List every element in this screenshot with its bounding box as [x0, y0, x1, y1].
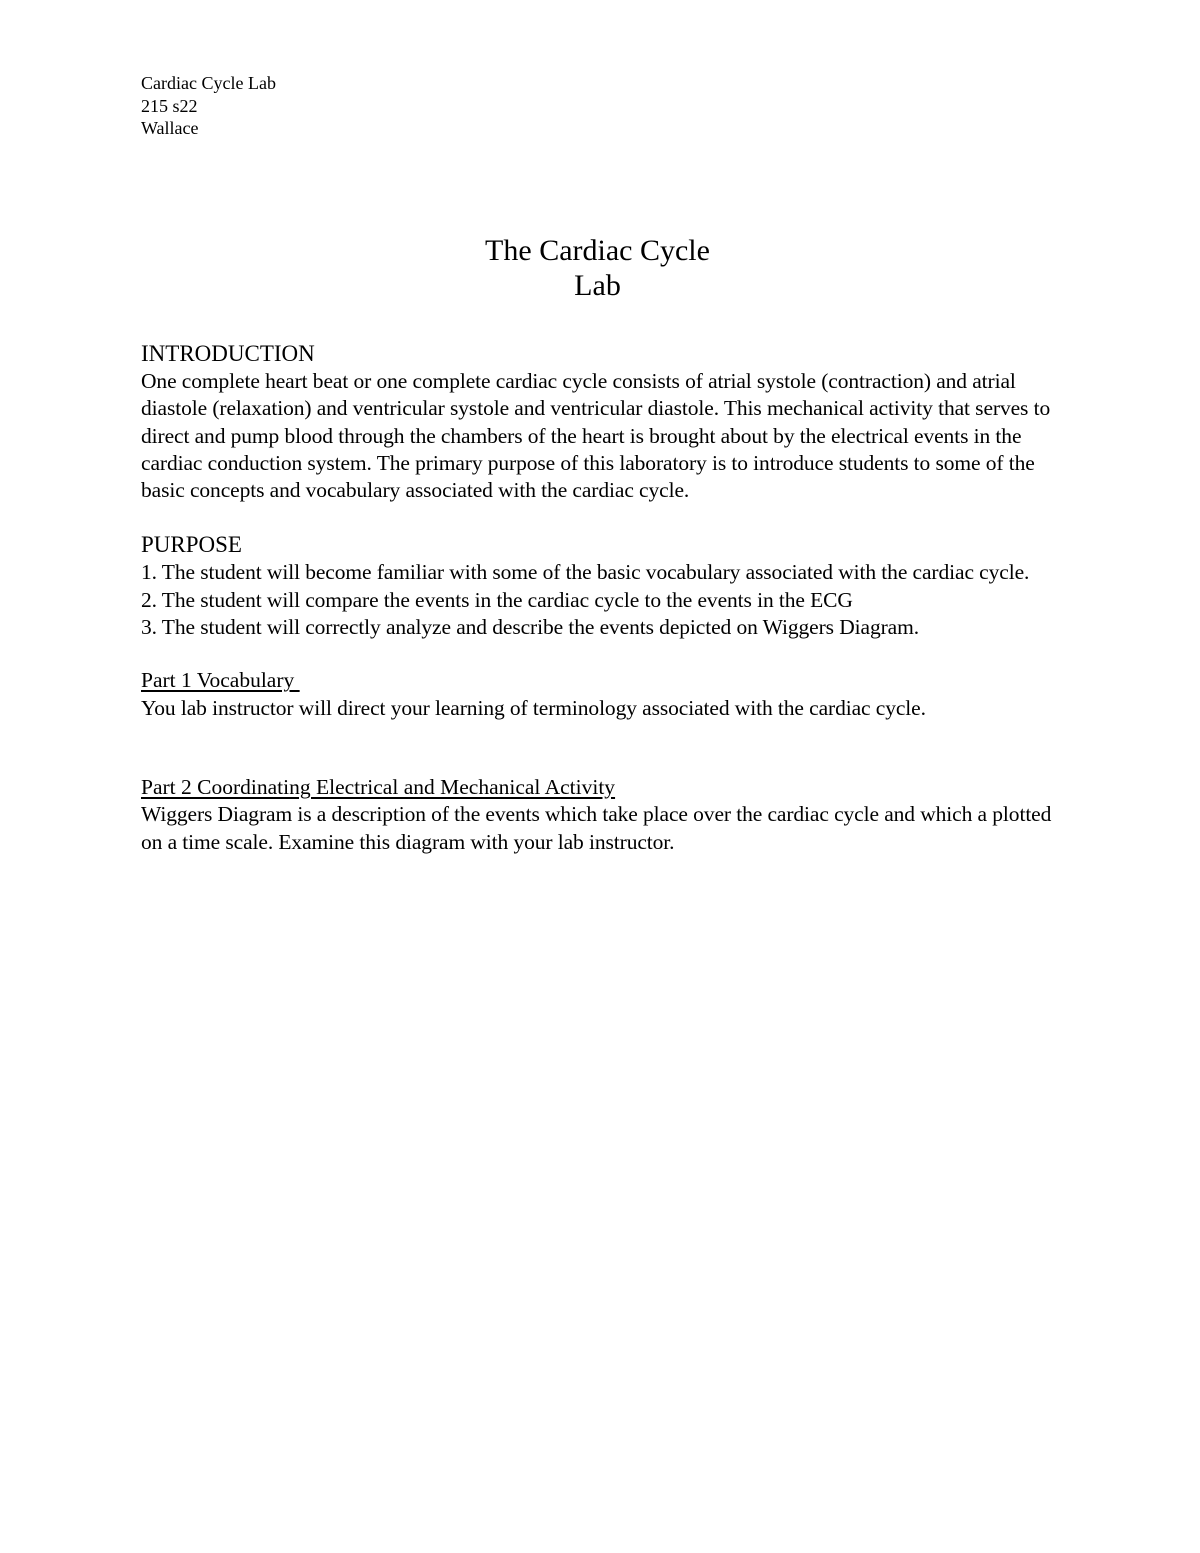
introduction-heading: INTRODUCTION — [141, 341, 315, 366]
purpose-section — [141, 531, 1066, 641]
title-line-2: Lab — [574, 269, 621, 302]
header-course-title: Cardiac Cycle Lab — [141, 73, 276, 93]
part2-paragraph: Wiggers Diagram is a description of the events which take place over the cardiac cycle and which a plotted on a time scale. Examine this diagram with your lab instructor. — [141, 802, 1052, 854]
part1-paragraph: You lab instructor will direct your learning of terminology associated with the cardiac cycle. — [141, 695, 926, 720]
purpose-heading: PURPOSE — [141, 532, 242, 558]
spacer — [141, 504, 1066, 531]
document-body — [141, 340, 1066, 856]
part1-section — [141, 667, 1066, 722]
spacer — [141, 641, 1066, 667]
introduction-section — [141, 340, 1066, 504]
title-line-1: The Cardiac Cycle — [485, 234, 710, 267]
document-header — [141, 72, 276, 140]
purpose-item-3: 3. The student will correctly analyze and describe the events depicted on Wiggers Diagram. — [141, 615, 919, 640]
part2-heading: Part 2 Coordinating Electrical and Mechanical Activity — [141, 774, 616, 799]
spacer — [141, 722, 1066, 774]
header-author: Wallace — [141, 118, 199, 138]
part2-section — [141, 774, 1066, 856]
document-title — [0, 233, 1195, 303]
purpose-item-2: 2. The student will compare the events in the cardiac cycle to the events in the ECG — [141, 587, 853, 612]
introduction-paragraph: One complete heart beat or one complete cardiac cycle consists of atrial systole (contraction) and atrial diastole (relaxation) and ventricular systole and ventricular diastole. This mechanical activity that serves to direct and pump blood through the chambers of the heart is brought about by the electrical events in the cardiac conduction system. The primary purpose of this laboratory is to introduce students to some of the basic concepts and vocabulary associated with the cardiac cycle. — [141, 369, 1051, 503]
part1-heading: Part 1 Vocabulary — [141, 668, 300, 693]
purpose-item-1: 1. The student will become familiar with some of the basic vocabulary associated with the cardiac cycle. — [141, 560, 1030, 585]
header-course-code: 215 s22 — [141, 95, 198, 116]
